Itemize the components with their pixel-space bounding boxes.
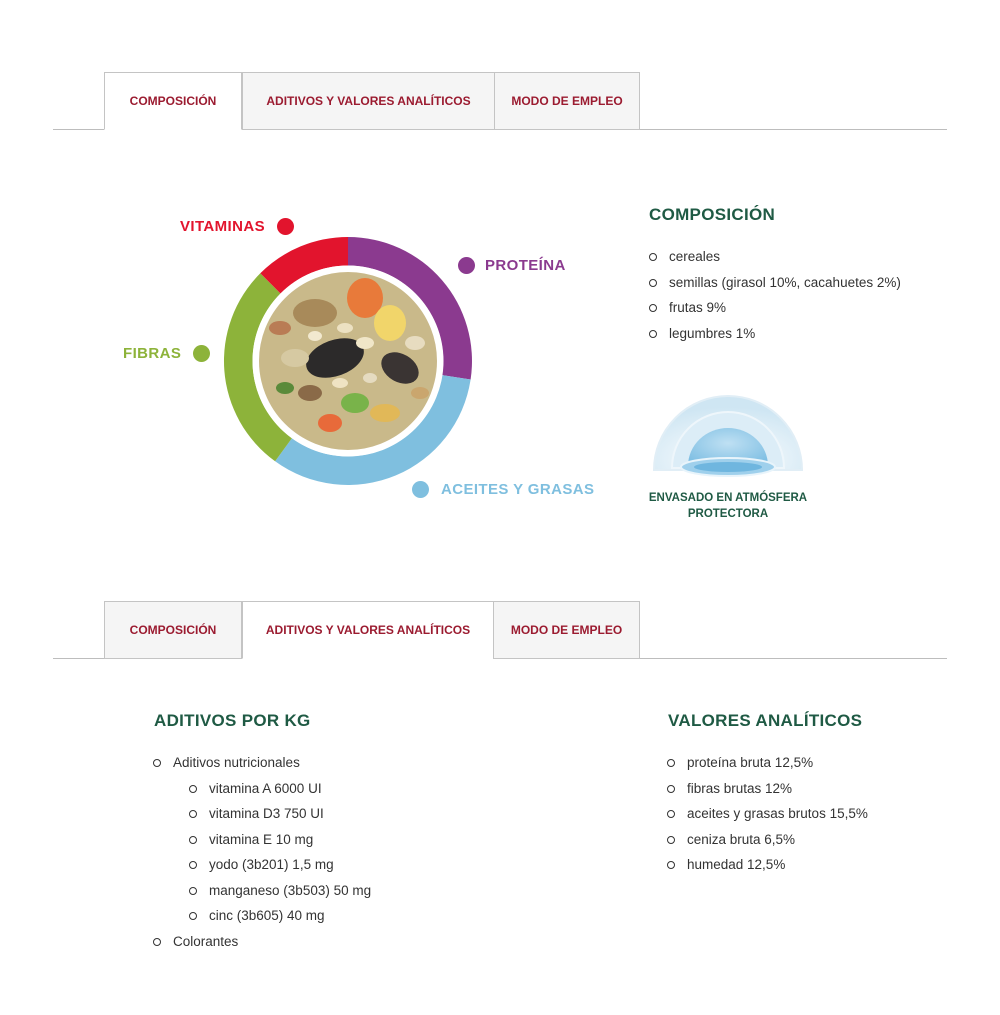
list-item: fibras brutas 12% xyxy=(667,779,868,805)
additives-list xyxy=(153,753,371,957)
list-subitem xyxy=(153,804,371,830)
tab-label: COMPOSICIÓN xyxy=(129,623,217,637)
list-item xyxy=(153,932,371,958)
list-item xyxy=(153,753,371,779)
list-item: semillas (girasol 10%, cacahuetes 2%) xyxy=(649,273,901,299)
list-subitem-label: vitamina E 10 mg xyxy=(209,831,314,847)
fibras-dot-icon xyxy=(193,345,210,362)
vitaminas-dot-icon xyxy=(277,218,294,235)
package-caption-line2: PROTECTORA xyxy=(687,508,769,520)
list-subitem-label: vitamina D3 750 UI xyxy=(209,806,324,821)
protective-atmosphere-icon xyxy=(650,388,806,484)
tab-aditivos-valores[interactable] xyxy=(242,601,494,659)
composition-title: COMPOSICIÓN xyxy=(649,205,776,224)
tab-bar-top xyxy=(53,72,947,130)
label-fibras xyxy=(123,345,210,362)
list-subitem-label: vitamina A 6000 UI xyxy=(209,780,322,796)
list-item: frutas 9% xyxy=(649,298,901,324)
composition-list xyxy=(649,247,901,349)
list-item: humedad 12,5% xyxy=(667,855,868,881)
list-item: aceites y grasas brutos 15,5% xyxy=(667,804,868,830)
tab-bar-bottom xyxy=(53,601,947,659)
label-vitaminas xyxy=(180,218,294,235)
package-caption xyxy=(630,490,826,522)
list-item: cereales xyxy=(649,247,901,273)
label-aceites xyxy=(412,481,594,498)
tab-modo-empleo[interactable] xyxy=(493,601,640,659)
composition-donut xyxy=(215,228,481,494)
list-subitem-label: yodo (3b201) 1,5 mg xyxy=(209,857,334,872)
list-subitem xyxy=(153,779,371,805)
list-item-label: Aditivos nutricionales xyxy=(173,755,300,770)
list-item-label: Colorantes xyxy=(173,933,239,949)
tab-label: ADITIVOS Y VALORES ANALÍTICOS xyxy=(266,94,471,108)
tab-composicion[interactable] xyxy=(104,601,242,659)
list-subitem-label: cinc (3b605) 40 mg xyxy=(209,908,325,923)
label-aceites-text: ACEITES Y GRASAS xyxy=(441,481,595,498)
analytics-list xyxy=(667,753,868,881)
additives-title: ADITIVOS POR KG xyxy=(154,711,311,730)
aceites-dot-icon xyxy=(412,481,429,498)
package-caption-line1: ENVASADO EN ATMÓSFERA xyxy=(648,492,808,504)
tab-label: ADITIVOS Y VALORES ANALÍTICOS xyxy=(265,623,471,637)
tab-modo-empleo[interactable] xyxy=(494,72,640,130)
list-subitem-label: manganeso (3b503) 50 mg xyxy=(209,882,372,898)
list-subitem xyxy=(153,830,371,856)
label-vitaminas-text: VITAMINAS xyxy=(180,218,265,235)
proteina-dot-icon xyxy=(458,257,475,274)
label-fibras-text: FIBRAS xyxy=(123,345,182,362)
analytics-title: VALORES ANALÍTICOS xyxy=(668,711,863,730)
list-subitem xyxy=(153,906,371,932)
tab-aditivos-valores[interactable] xyxy=(242,72,495,130)
list-subitem xyxy=(153,855,371,881)
list-item: legumbres 1% xyxy=(649,324,901,350)
label-proteina-text: PROTEÍNA xyxy=(485,257,566,274)
tab-label: MODO DE EMPLEO xyxy=(510,623,623,637)
tab-label: MODO DE EMPLEO xyxy=(511,94,623,108)
list-subitem xyxy=(153,881,371,907)
tab-label: COMPOSICIÓN xyxy=(129,94,217,108)
tab-composicion[interactable] xyxy=(104,72,242,130)
list-item: proteína bruta 12,5% xyxy=(667,753,868,779)
label-proteina xyxy=(458,257,566,274)
list-item: ceniza bruta 6,5% xyxy=(667,830,868,856)
